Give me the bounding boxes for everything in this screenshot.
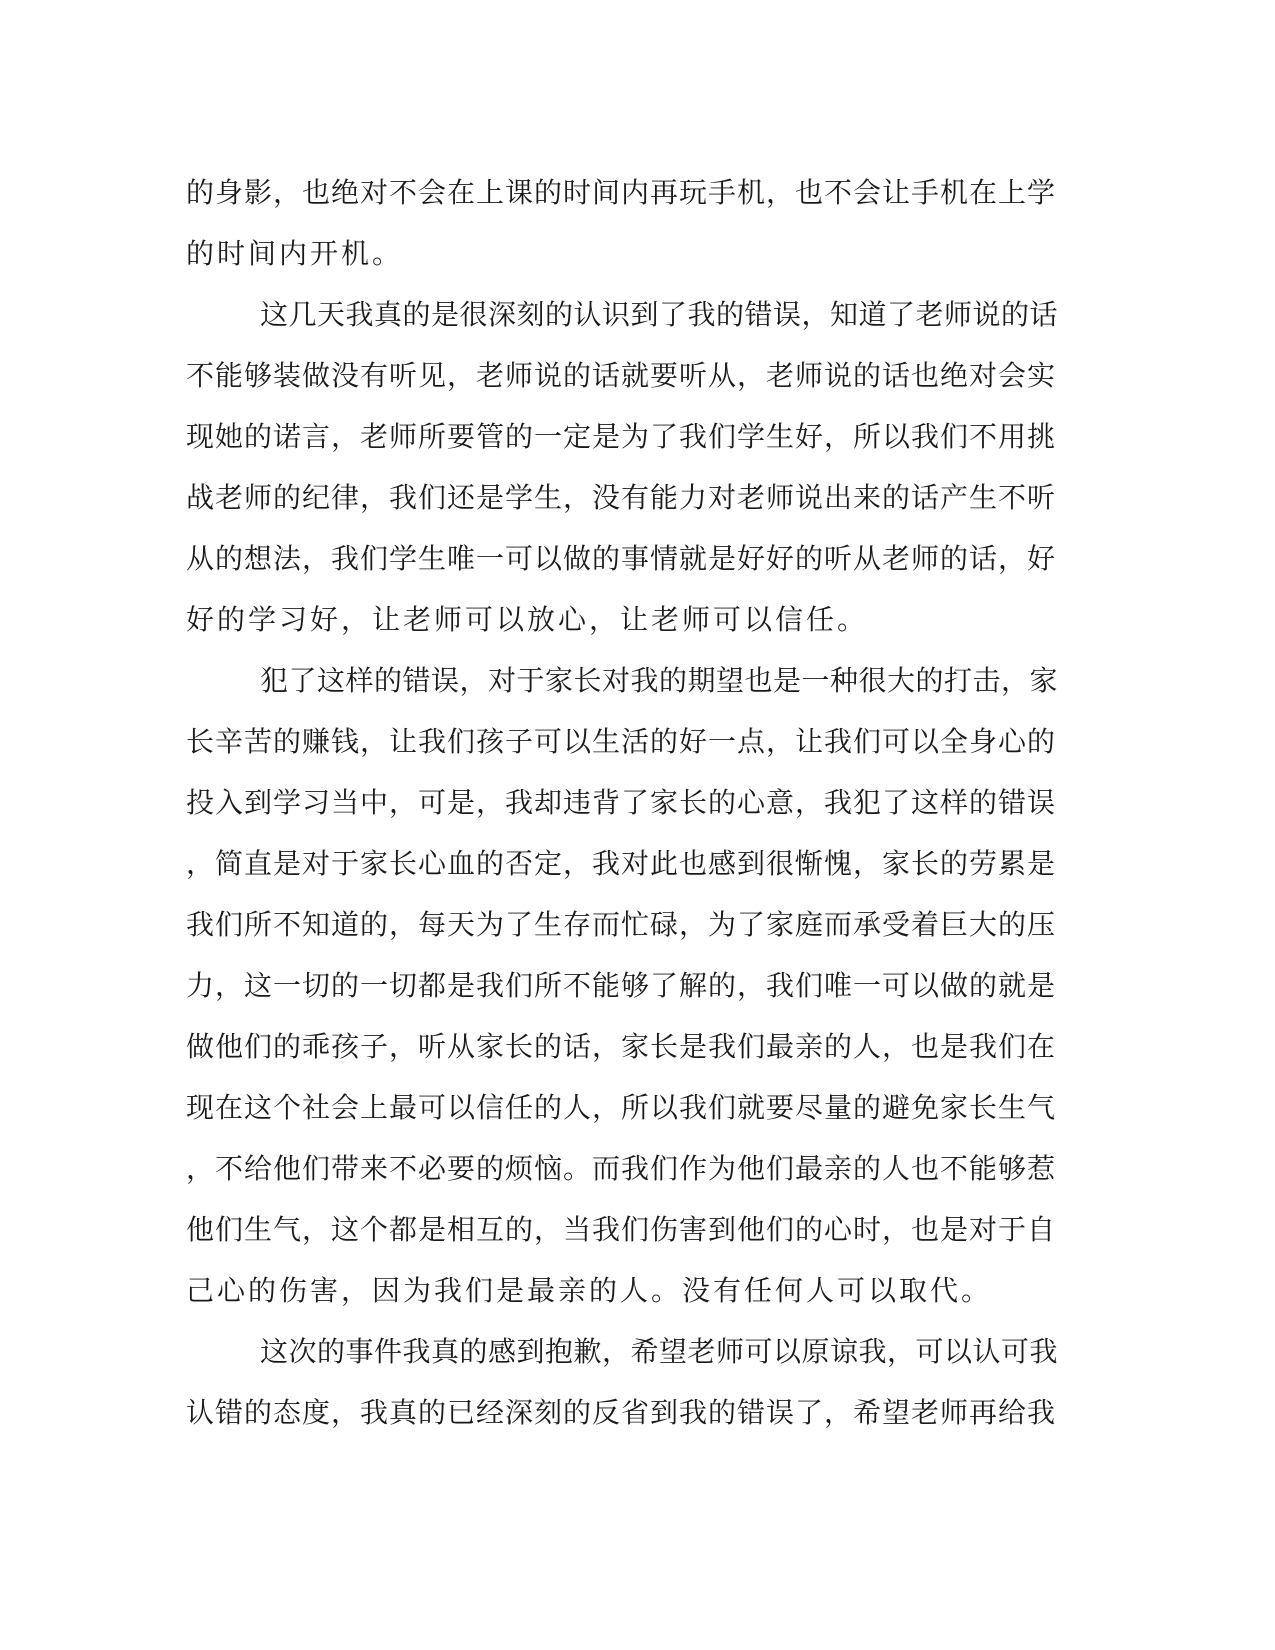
text-line: 长辛苦的赚钱，让我们孩子可以生活的好一点，让我们可以全身心的 [186,725,1057,758]
text-line: 从的想法，我们学生唯一可以做的事情就是好好的听从老师的话，好 [186,542,1057,575]
text-line: 己心的伤害，因为我们是最亲的人。没有任何人可以取代。 [186,1274,993,1307]
paragraph-first-line: 犯了这样的错误，对于家长对我的期望也是一种很大的打击，家 [260,664,1059,697]
text-line: 的时间内开机。 [186,237,404,270]
text-line: 做他们的乖孩子，听从家长的话，家长是我们最亲的人，也是我们在 [186,1030,1057,1063]
text-line: 好的学习好，让老师可以放心，让老师可以信任。 [186,603,869,636]
text-line: 他们生气，这个都是相互的，当我们伤害到他们的心时，也是对于自 [186,1213,1057,1246]
text-line: 投入到学习当中，可是，我却违背了家长的心意，我犯了这样的错误 [186,786,1057,819]
text-line: 现她的诺言，老师所要管的一定是为了我们学生好，所以我们不用挑 [186,420,1057,453]
text-line: 的身影，也绝对不会在上课的时间内再玩手机，也不会让手机在上学 [186,176,1057,209]
text-line: 现在这个社会上最可以信任的人，所以我们就要尽量的避免家长生气 [186,1091,1057,1124]
text-line: 不能够装做没有听见，老师说的话就要听从，老师说的话也绝对会实 [186,359,1057,392]
text-line: 认错的态度，我真的已经深刻的反省到我的错误了，希望老师再给我 [186,1396,1057,1429]
paragraph-first-line: 这次的事件我真的感到抱歉，希望老师可以原谅我，可以认可我 [260,1335,1059,1368]
text-line: 力，这一切的一切都是我们所不能够了解的，我们唯一可以做的就是 [186,969,1057,1002]
text-line: 我们所不知道的，每天为了生存而忙碌，为了家庭而承受着巨大的压 [186,908,1057,941]
text-line: 战老师的纪律，我们还是学生，没有能力对老师说出来的话产生不听 [186,481,1057,514]
document-body [186,162,1066,1443]
text-line: ，简直是对于家长心血的否定，我对此也感到很惭愧，家长的劳累是 [186,847,1057,880]
paragraph-first-line: 这几天我真的是很深刻的认识到了我的错误，知道了老师说的话 [260,298,1059,331]
text-line: ，不给他们带来不必要的烦恼。而我们作为他们最亲的人也不能够惹 [186,1152,1057,1185]
